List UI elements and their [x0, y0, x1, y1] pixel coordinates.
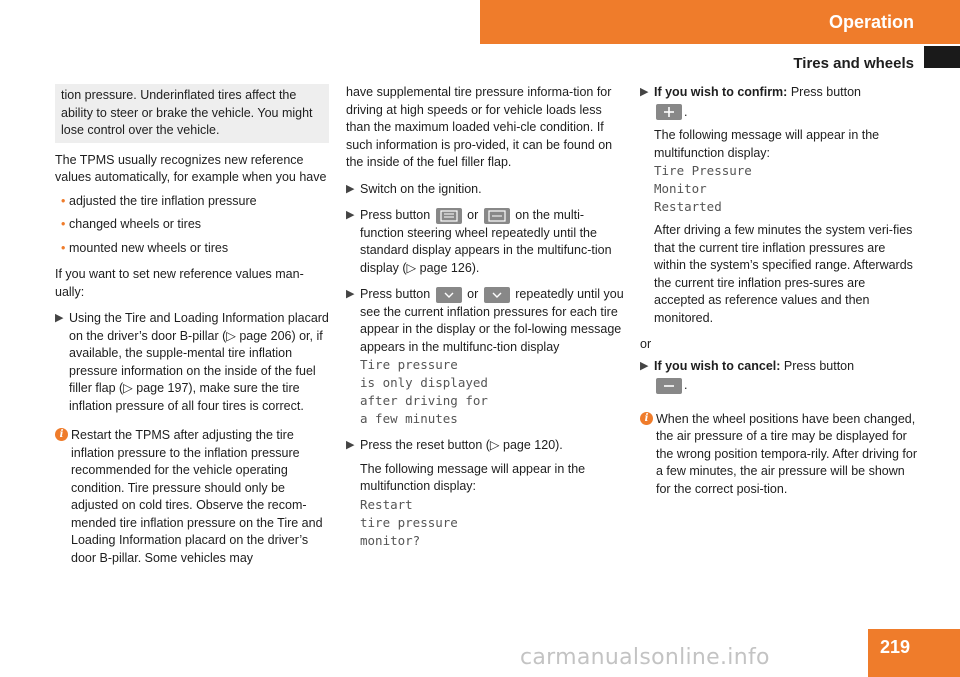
step-arrow-icon: ▶ [346, 182, 355, 195]
step-label: If you wish to confirm: [654, 85, 788, 99]
info-note [640, 411, 918, 499]
info-note [55, 427, 329, 567]
instruction-step [55, 310, 329, 415]
message-line: Monitor [654, 181, 707, 196]
step-text: repeatedly until you see the current inflation pressures for each tire appear in the display or the fol-lowing message appears in the multifunc-tion display [360, 287, 624, 354]
step-text: Press button [360, 287, 431, 301]
message-line: Restart [360, 496, 413, 512]
column-2 [346, 84, 624, 550]
step-text: Using the Tire and Loading Information placard on the driver’s door B-pillar (▷ page 206) or, if available, the supple-mental tire inflation pressure information on the inside of the fuel filler flap (▷ page 197), make sure the tire inflation pressure of all four tires is correct. [69, 311, 329, 413]
message-line: monitor? [360, 532, 421, 548]
instruction-step [346, 286, 624, 428]
warning-box [55, 84, 329, 143]
step-text: Press button [790, 85, 862, 99]
instruction-step [346, 181, 624, 199]
column-3 [640, 84, 918, 498]
paragraph: have supplemental tire pressure informa-tion for driving at high speeds or for vehicle loads less than the maximum loaded vehi-cle condition. If such information is pro-vided, it can be found on the inside of the fuel filler flap. [346, 85, 613, 169]
message-line: Tire pressure [360, 357, 458, 372]
or-text: or [640, 337, 652, 351]
display-prev-button-icon [436, 208, 462, 224]
display-message [360, 356, 624, 428]
paragraph: The following message will appear in the multifunction display: [654, 128, 880, 160]
step-arrow-icon: ▶ [346, 439, 355, 451]
paragraph: After driving a few minutes the system veri-fies that the current tire inflation pressures are within the system’s specified range. Afterwards the current tire inflation pres-sures are accepted as reference values and then monitored. [654, 223, 913, 325]
paragraph: If you want to set new reference values man-ually: [55, 267, 304, 299]
step-text: Switch on the ignition. [360, 181, 482, 196]
thumb-tab [924, 46, 960, 68]
warning-text: tion pressure. Underinflated tires affect the ability to steer or brake the vehicle. You might lose control over the vehicle. [61, 88, 313, 137]
chevron-down-icon [484, 287, 510, 303]
message-line: Tire Pressure [654, 163, 752, 178]
section-header [480, 0, 960, 44]
display-message [360, 496, 624, 550]
step-text: Press button [783, 358, 855, 373]
step-arrow-icon: ▶ [346, 209, 355, 221]
punctuation: . [684, 104, 688, 119]
paragraph: The TPMS usually recognizes new reference values automatically, for example when you have [55, 152, 327, 184]
subsection-title: Tires and wheels [793, 55, 914, 72]
minus-icon [656, 378, 682, 394]
info-text: Restart the TPMS after adjusting the tire inflation pressure to the inflation pressure recommended for the vehicle operating condition. Tire pressure should only be adjusted on cold tires. Observe the recom-mended tire inflation pressure on the Tire and Loading Information placard on the driver’s door B-pillar. Some vehicles may [71, 428, 323, 565]
message-line: tire pressure [360, 514, 458, 530]
step-text: on the multi-function steering wheel repeatedly until the standard display appears in the multifunc-tion display (▷ page 126). [360, 208, 612, 275]
step-arrow-icon: ▶ [55, 312, 64, 324]
step-arrow-icon: ▶ [640, 359, 649, 372]
list-item: • changed wheels or tires [55, 216, 329, 234]
or-text: or [467, 208, 479, 222]
message-line: Restarted [654, 199, 722, 214]
step-text: Press the reset button (▷ page 120). [360, 438, 563, 452]
chevron-up-icon [436, 287, 462, 303]
message-line: after driving for [360, 393, 488, 408]
list-item: • mounted new wheels or tires [55, 240, 329, 258]
info-icon: i [55, 428, 68, 441]
step-label: If you wish to cancel: [654, 358, 781, 373]
instruction-step [346, 207, 624, 277]
message-line: a few minutes [360, 411, 458, 426]
step-arrow-icon: ▶ [640, 86, 649, 98]
step-arrow-icon: ▶ [346, 288, 355, 300]
instruction-step [640, 358, 918, 395]
plus-icon [656, 104, 682, 120]
paragraph: The following message will appear in the multifunction display: [360, 461, 586, 493]
display-next-button-icon [484, 208, 510, 224]
instruction-step [640, 84, 918, 327]
punctuation: . [684, 378, 688, 392]
display-message [654, 162, 918, 216]
section-title: Operation [828, 11, 914, 32]
message-line: is only displayed [360, 375, 488, 390]
info-text: When the wheel positions have been changed, the air pressure of a tire may be displayed for the wrong position tempora-rily. After driving for a few minutes, the air pressure will be shown for the correct posi-tion. [656, 411, 917, 496]
or-text: or [467, 287, 479, 301]
list-item: • adjusted the tire inflation pressure [55, 193, 329, 211]
step-text: Press button [360, 208, 431, 222]
instruction-step [346, 437, 624, 550]
page-number: 219 [868, 629, 960, 677]
info-icon: i [640, 412, 653, 425]
column-1 [55, 84, 329, 567]
watermark: carmanualsonline.info [520, 645, 770, 670]
